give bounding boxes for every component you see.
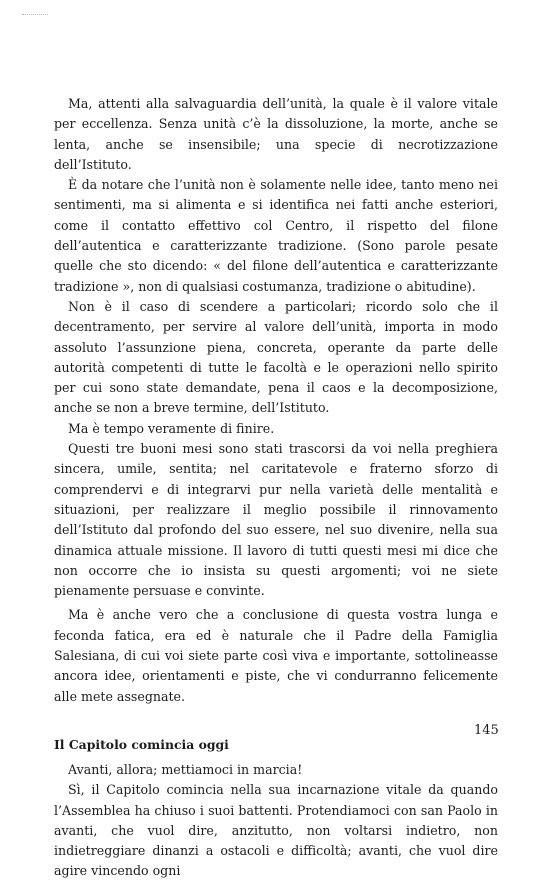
paragraph-decentralization: Non è il caso di scendere a particolari; ricordo solo che il decentramento, per servire al valore dell’unità, importa in modo assoluto l’assunzione piena, concreta, operante da parte delle autorità competenti di tutte le facoltà e le operazioni nello spirito per cui sono state demandate, pena il caos e la decomposizione, anche se non a breve termine, dell’Istituto. (54, 298, 498, 416)
paragraph-forward: Avanti, allora; mettiamoci in marcia! (68, 761, 303, 777)
paragraph-chapter-begins: Sì, il Capitolo comincia nella sua incarnazione vitale da quando l’Assemblea ha chiuso i suoi battenti. Protendiamoci con san Paolo in avanti, che vuol dire, anzitutto, non voltarsi indietro, non indietreggiare dinanzi a ostacoli e difficoltà; avanti, che vuol dire agire vincendo ogni (54, 782, 498, 879)
paragraph-time-to-finish: Ma è tempo veramente di finire. (68, 420, 275, 436)
paragraph-conclusion: Ma è anche vero che a conclusione di questa vostra lunga e feconda fatica, era ed è naturale che il Padre della Famiglia Salesiana, di cui voi siete parte così viva e importante, sottolineasse ancora idee, orientamenti e piste, che vi condurranno felicemente alle mete assegnate. (54, 607, 498, 704)
paragraph-three-months: Questi tre buoni mesi sono stati trascorsi da voi nella preghiera sincera, umile, sentita; nel caritatevole e fraterno sforzo di comprendervi e di integrarvi pur nella varietà delle mentalità e situazioni, per realizzare il meglio possibile il rinnovamento dell’Istituto dal profondo del suo essere, nel suo divenire, nella sua dinamica attuale missione. Il lavoro di tutti questi mesi mi dice che non occorre che io insista su questi argomenti; voi ne siete pienamente persuase e convinte. (54, 441, 498, 599)
section-title: Il Capitolo comincia oggi (54, 736, 229, 752)
page-number: 145 (474, 723, 499, 738)
paragraph-unity: Ma, attenti alla salvaguardia dell’unità, la quale è il valore vitale per eccellenza. Senza unità c’è la dissoluzione, la morte, anche se lenta, anche se insensibile; una specie di necrotizzazione dell’Istituto. (54, 96, 498, 172)
page-body (54, 94, 498, 882)
scan-mark (22, 14, 48, 19)
paragraph-unity-facts: È da notare che l’unità non è solamente nelle idee, tanto meno nei sentimenti, ma si alimenta e si identifica nei fatti anche esteriori, come il contatto effettivo col Centro, il rispetto del filone dell’autentica e caratterizzante tradizione. (Sono parole pesate quelle che sto dicendo: « del filone dell’autentica e caratterizzante tradizione », non di qualsiasi costumanza, tradizione o abitudine). (54, 177, 498, 294)
